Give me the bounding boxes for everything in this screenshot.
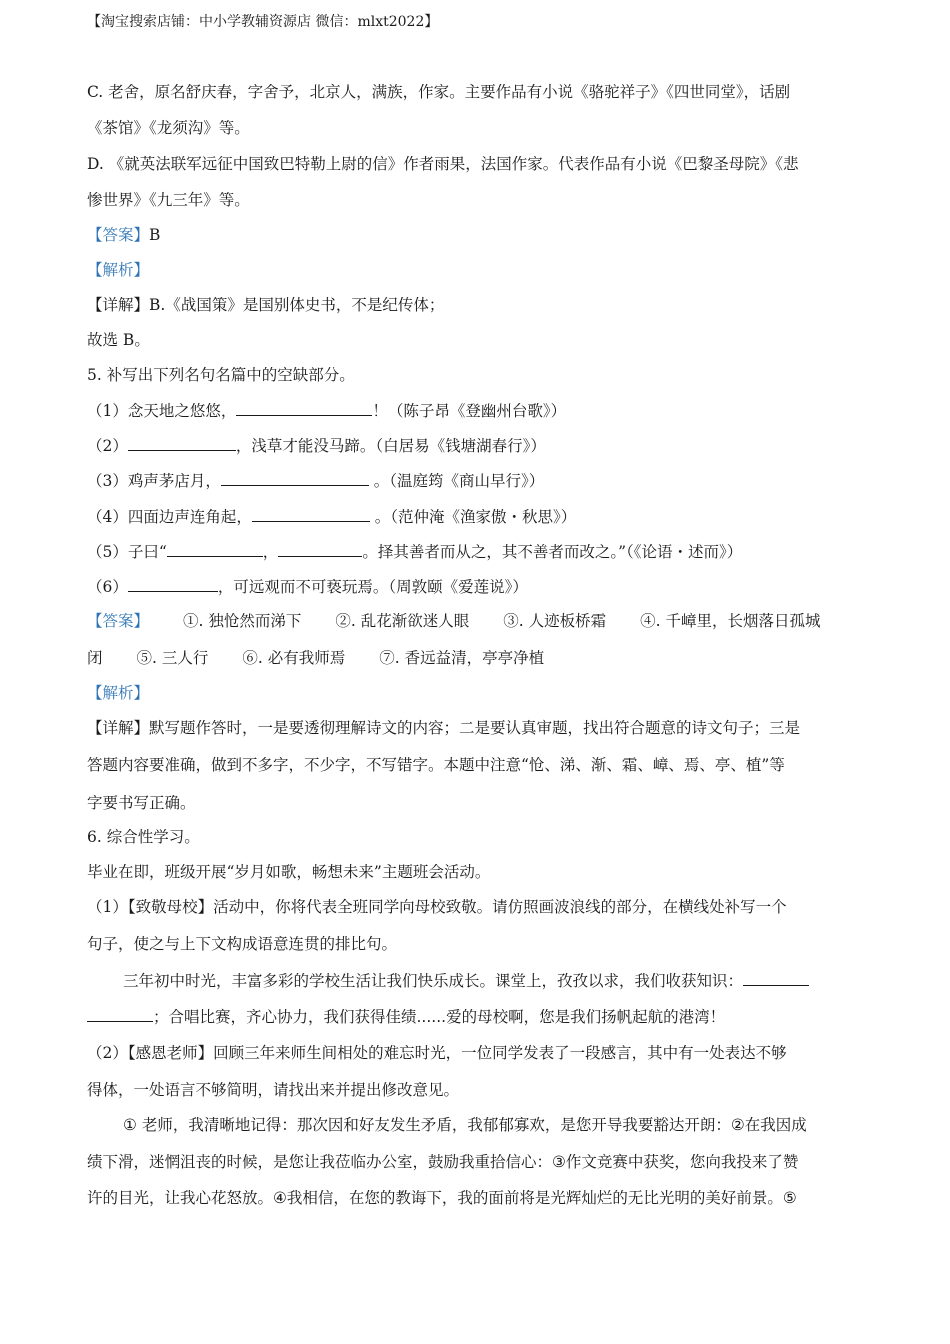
q5-item-2	[87, 435, 546, 456]
q5-item-6-post: ，可远观而不可亵玩焉。（周敦颐《爱莲说》）	[217, 578, 528, 596]
option-d-line1: D. 《就英法联军远征中国致巴特勒上尉的信》作者雨果，法国作家。代表作品有小说《巴黎圣母院》《悲	[87, 155, 799, 173]
option-d-line2: 惨世界》《九三年》等。	[87, 191, 250, 209]
q5-item-5	[87, 541, 742, 562]
fill-blank-5[interactable]	[167, 541, 263, 557]
passage1-line2	[87, 1006, 725, 1027]
answer-tag: 【答案】	[87, 612, 150, 630]
q5-item-3-pre: （3）鸡声茅店月，	[87, 472, 221, 490]
passage2-line2: 绩下滑，迷惘沮丧的时候，是您让我莅临办公室，鼓励我重拾信心：③作文竞赛中获奖，您向我投来了赞	[87, 1153, 799, 1171]
q6-part2-line2: 得体，一处语言不够简明，请找出来并提出修改意见。	[87, 1081, 460, 1099]
q4-conclusion: 故选 B。	[87, 331, 150, 349]
q5-detail-line3: 字要书写正确。	[87, 794, 196, 812]
q5-detail-line2: 答题内容要准确，做到不多字，不少字，不写错字。本题中注意“怆、涕、渐、霜、嶂、焉、亭、植”等	[87, 756, 785, 774]
passage1-text2: ；合唱比赛，齐心协力，我们获得佳绩......爱的母校啊，您是我们扬帆起航的港湾！	[153, 1008, 726, 1026]
fill-blank-6[interactable]	[278, 541, 362, 557]
passage2-line3: 许的目光，让我心花怒放。④我相信，在您的教诲下，我的面前将是光辉灿烂的无比光明的美好前景。⑤	[87, 1189, 797, 1207]
q5-answers-line1	[87, 611, 820, 631]
answer-item: 闭	[87, 649, 103, 667]
q6-title: 6. 综合性学习。	[87, 828, 200, 846]
answer-item: ⑦. 香远益清，亭亭净植	[379, 649, 545, 667]
fill-blank-passage-1[interactable]	[743, 970, 809, 986]
q5-item-6-pre: （6）	[87, 578, 128, 596]
answer-item: ②. 乱花渐欲迷人眼	[335, 612, 470, 630]
answer-item: ①. 独怆然而涕下	[183, 612, 302, 630]
q4-answer	[87, 225, 160, 245]
passage1-text1: 三年初中时光，丰富多彩的学校生活让我们快乐成长。课堂上，孜孜以求，我们收获知识：	[123, 972, 744, 990]
q5-item-1-pre: （1）念天地之悠悠，	[87, 402, 237, 420]
fill-blank-4[interactable]	[252, 506, 370, 522]
q5-item-6	[87, 576, 528, 597]
fill-blank-7[interactable]	[128, 576, 218, 592]
q5-analysis-tag: 【解析】	[87, 684, 150, 702]
option-c-line1: C. 老舍，原名舒庆春，字舍予，北京人，满族，作家。主要作品有小说《骆驼祥子》《四世同堂》，话剧	[87, 83, 791, 101]
q6-part1-line1: （1）【致敬母校】活动中，你将代表全班同学向母校致敬。请仿照画波浪线的部分，在横线处补写一个	[87, 898, 787, 916]
q5-title: 5. 补写出下列名句名篇中的空缺部分。	[87, 366, 355, 384]
fill-blank-2[interactable]	[128, 435, 236, 451]
q4-answer-value: B	[149, 226, 161, 244]
q5-item-3	[87, 470, 544, 491]
passage1-line1	[123, 970, 809, 991]
q5-item-4-post: 。（范仲淹《渔家傲・秋思》）	[369, 508, 577, 526]
q5-item-4-pre: （4）四面边声连角起，	[87, 508, 252, 526]
option-c-line2: 《茶馆》《龙须沟》等。	[87, 119, 250, 137]
q5-item-5-pre: （5）子曰“	[87, 543, 167, 561]
q5-detail-line1: 【详解】默写题作答时，一是要透彻理解诗文的内容；二是要认真审题，找出符合题意的诗文句子；三是	[87, 719, 801, 737]
answer-item: ③. 人迹板桥霜	[503, 612, 607, 630]
answer-tag: 【答案】	[87, 226, 150, 244]
answer-item: ⑤. 三人行	[136, 649, 209, 667]
q5-answers-line2	[87, 648, 544, 668]
q5-item-4	[87, 506, 576, 527]
answer-item: ④. 千嶂里，长烟落日孤城	[640, 612, 821, 630]
page-header: 【淘宝搜索店铺：中小学教辅资源店 微信：mlxt2022】	[87, 14, 439, 30]
q6-intro: 毕业在即，班级开展“岁月如歌，畅想未来”主题班会活动。	[87, 863, 491, 881]
q6-part2-line1: （2）【感恩老师】回顾三年来师生间相处的难忘时光，一位同学发表了一段感言，其中有一处表达不够	[87, 1044, 787, 1062]
q6-part1-line2: 句子，使之与上下文构成语意连贯的排比句。	[87, 935, 398, 953]
fill-blank-3[interactable]	[221, 470, 369, 486]
passage2-line1: ① 老师，我清晰地记得：那次因和好友发生矛盾，我郁郁寡欢，是您开导我要豁达开朗：②在我因成	[123, 1116, 807, 1134]
q5-item-1	[87, 400, 566, 421]
q5-item-3-post: 。（温庭筠《商山早行》）	[368, 472, 545, 490]
fill-blank-1[interactable]	[236, 400, 372, 416]
q5-item-1-post: ！（陈子昂《登幽州台歌》）	[372, 402, 567, 420]
q5-item-2-post: ，浅草才能没马蹄。（白居易《钱塘湖春行》）	[235, 437, 546, 455]
q5-item-2-pre: （2）	[87, 437, 128, 455]
answer-item: ⑥. 必有我师焉	[242, 649, 346, 667]
q4-analysis-tag: 【解析】	[87, 261, 150, 279]
fill-blank-passage-2[interactable]	[87, 1006, 153, 1022]
q5-item-5-post: 。择其善者而从之，其不善者而改之。”（《论语・述而》）	[362, 543, 743, 561]
q5-item-5-mid: ，	[262, 543, 279, 561]
q4-detail: 【详解】B.《战国策》是国别体史书，不是纪传体；	[87, 296, 445, 314]
